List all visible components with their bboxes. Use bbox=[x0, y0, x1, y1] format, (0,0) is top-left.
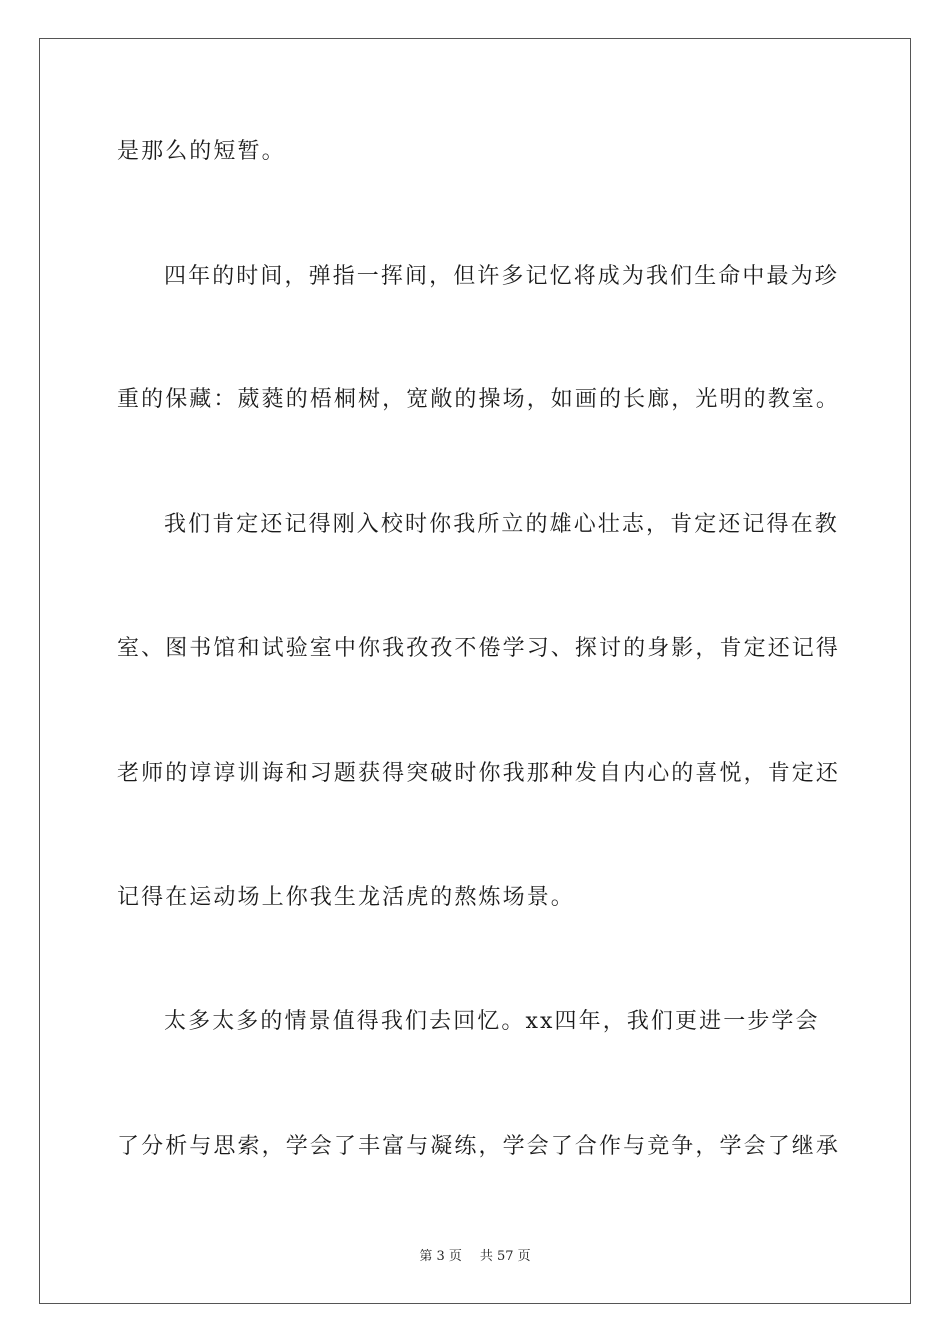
page-number: 第 3 页 bbox=[419, 1249, 462, 1264]
text-line-1: 是那么的短暂。 bbox=[117, 139, 286, 164]
text-line-2: 四年的时间，弹指一挥间，但许多记忆将成为我们生命中最为珍 bbox=[164, 264, 839, 289]
text-line-9: 了分析与思索，学会了丰富与凝练，学会了合作与竞争，学会了继承 bbox=[117, 1134, 841, 1159]
page-total: 共 57 页 bbox=[479, 1249, 531, 1264]
text-line-7: 记得在运动场上你我生龙活虎的熬炼场景。 bbox=[117, 885, 575, 910]
text-line-6: 老师的谆谆训诲和习题获得突破时你我那种发自内心的喜悦，肯定还 bbox=[117, 761, 841, 786]
page-border bbox=[39, 38, 911, 1304]
text-line-3: 重的保藏：葳蕤的梧桐树，宽敞的操场，如画的长廊，光明的教室。 bbox=[117, 387, 841, 412]
text-line-4: 我们肯定还记得刚入校时你我所立的雄心壮志，肯定还记得在教 bbox=[164, 512, 839, 537]
page-footer bbox=[0, 1249, 950, 1265]
text-line-8: 太多太多的情景值得我们去回忆。xx四年，我们更进一步学会 bbox=[164, 1009, 820, 1034]
text-line-5: 室、图书馆和试验室中你我孜孜不倦学习、探讨的身影，肯定还记得 bbox=[117, 636, 841, 661]
